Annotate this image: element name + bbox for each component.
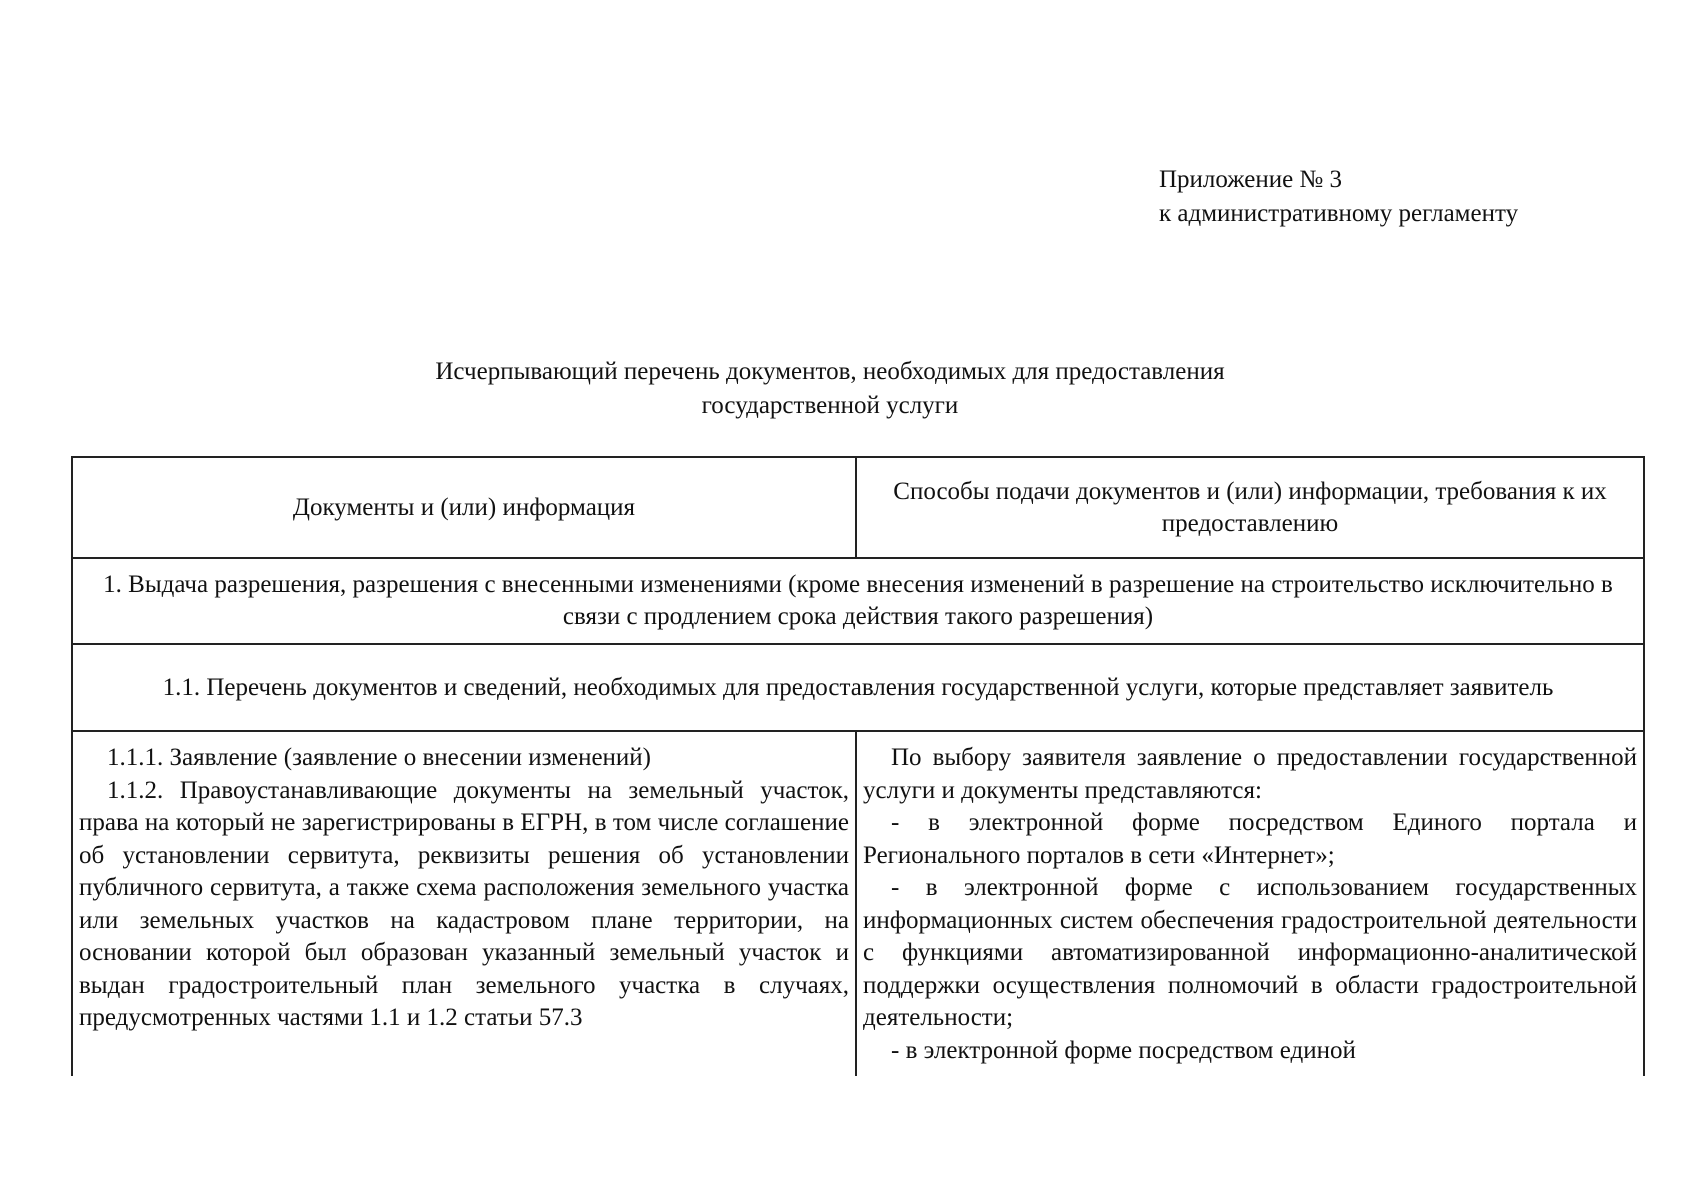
subsection-title: 1.1. Перечень документов и сведений, необходимых для предоставления государственной услуги, которые представляет заявитель <box>162 673 1554 701</box>
section-row <box>73 559 1643 645</box>
header-submission-methods: Способы подачи документов и (или) информации, требования к их предоставлению <box>893 477 1607 537</box>
body-column-divider <box>855 732 857 1076</box>
document-item: 1.1.2. Правоустанавливающие документы на земельный участок, права на который не зарегистрированы в ЕГРН, в том числе соглашение об установлении сервитута, реквизиты решения об установлении публичного сервитута, а также схема расположения земельного участка или земельных участков на кадастровом плане территории, на основании которой был образован указанный земельный участок и выдан градостроительный план земельного участка в случаях, предусмотренных частями 1.1 и 1.2 статьи 57.3 <box>79 776 849 1031</box>
appendix-reference: к административному регламенту <box>1159 200 1519 227</box>
submission-methods-cell <box>863 742 1637 1067</box>
title-line-2: государственной услуги <box>701 392 959 419</box>
appendix-block <box>1159 163 1518 231</box>
document-title <box>160 355 1500 423</box>
table-header-row <box>73 458 1643 559</box>
subsection-row <box>73 645 1643 732</box>
documents-table <box>71 456 1645 1076</box>
method-item: - в электронной форме посредством Единого портала и Регионального порталов в сети «Интернет»; <box>863 809 1637 869</box>
header-documents: Документы и (или) информация <box>292 493 636 521</box>
method-item: - в электронной форме с использованием государственных информационных систем обеспечения градостроительной деятельности с функциями автоматизированной информационно-аналитической поддержки осуществления полномочий в области градостроительной деятельности; <box>863 874 1637 1031</box>
documents-cell <box>79 742 849 1035</box>
document-item: 1.1.1. Заявление (заявление о внесении изменений) <box>107 744 652 771</box>
method-intro: По выбору заявителя заявление о предоставлении государственной услуги и документы представляются: <box>863 744 1637 804</box>
method-item: - в электронной форме посредством единой <box>891 1036 1356 1064</box>
table-body <box>73 732 1643 1076</box>
appendix-number: Приложение № 3 <box>1159 166 1343 193</box>
title-line-1: Исчерпывающий перечень документов, необходимых для предоставления <box>435 358 1225 385</box>
section-title: 1. Выдача разрешения, разрешения с внесенными изменениями (кроме внесения изменений в разрешение на строительство исключительно в связи с продлением срока действия такого разрешения) <box>103 571 1613 630</box>
